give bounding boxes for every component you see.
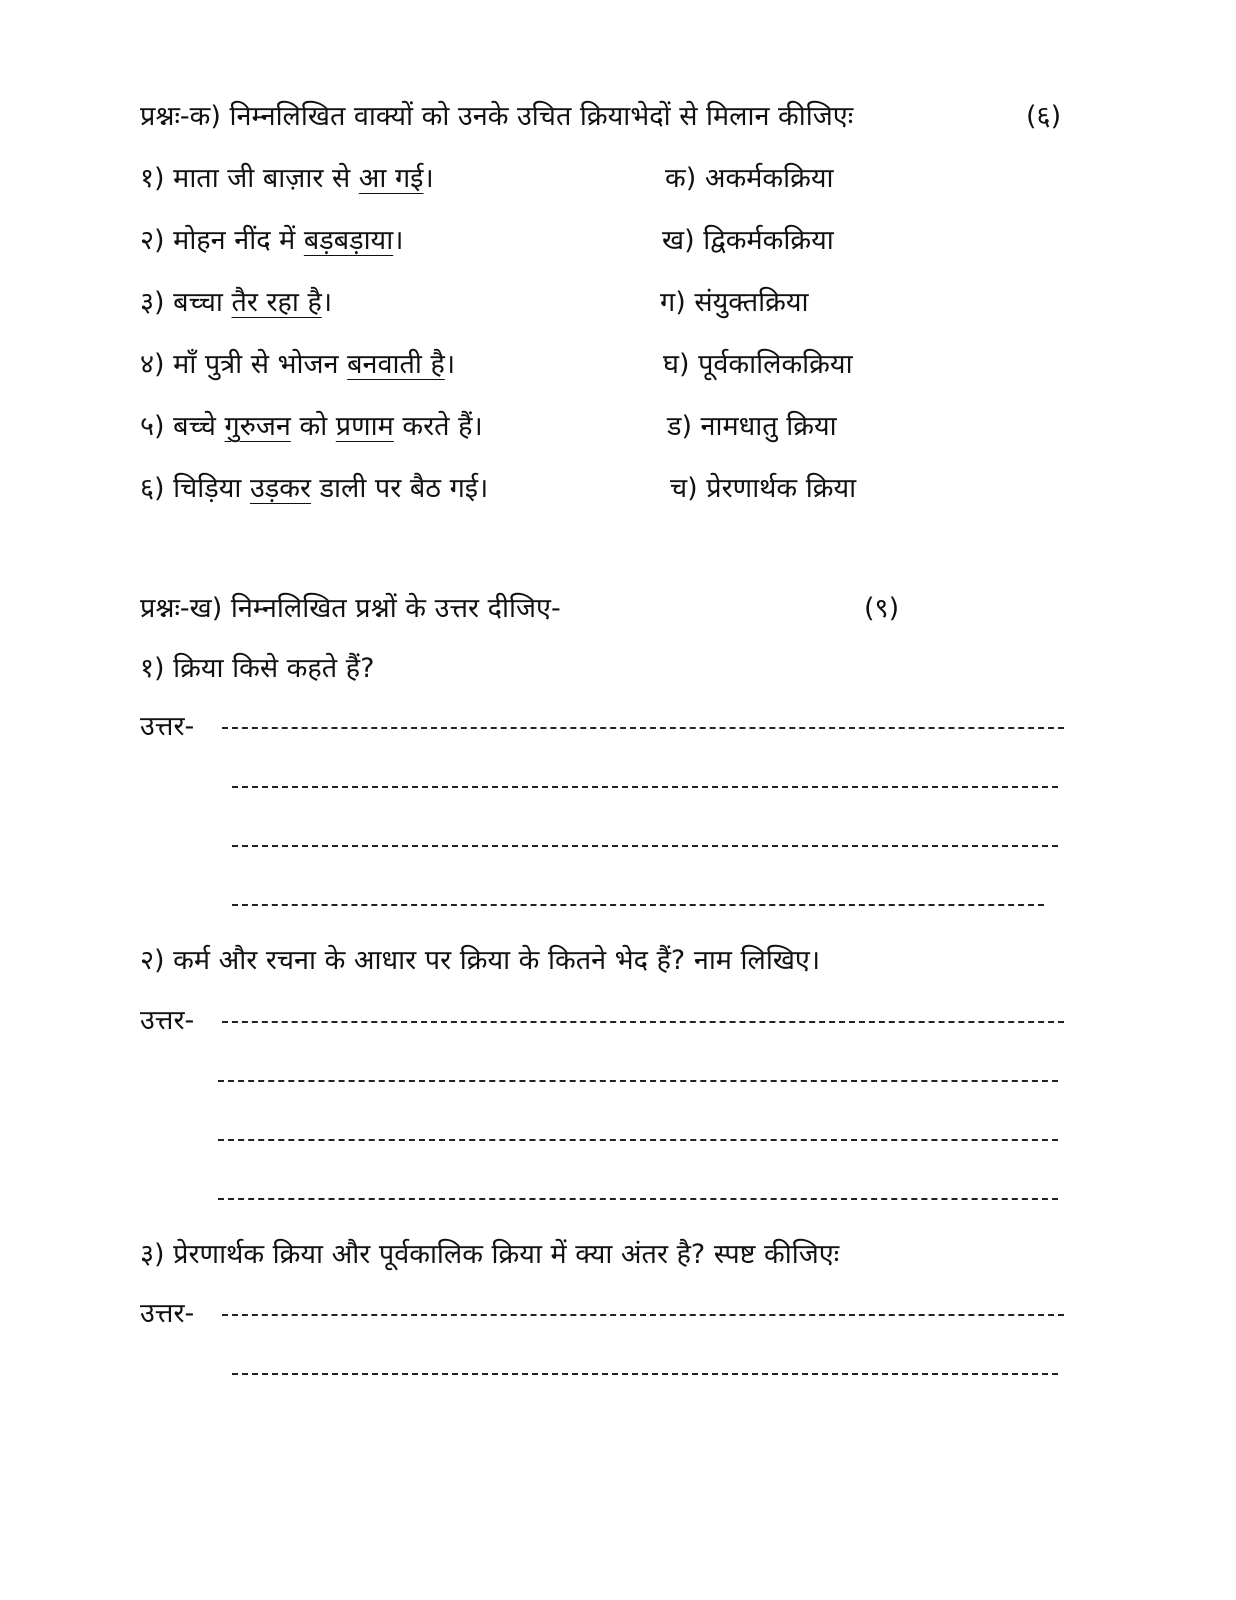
sentence-4 <box>140 348 455 382</box>
option-da: ड) नामधातु क्रिया <box>667 411 837 442</box>
sentence-number: ३) <box>140 287 165 318</box>
underlined-word: गुरुजन <box>224 411 291 442</box>
underlined-verb: उड़कर <box>249 473 312 504</box>
answer-line[interactable] <box>232 845 1058 847</box>
option-gha: घ) पूर्वकालिकक्रिया <box>663 349 853 380</box>
sentence-text: चिड़िया <box>173 473 250 504</box>
sentence-text: मोहन नींद में <box>173 225 304 256</box>
answer-line[interactable] <box>218 1198 1058 1200</box>
sentence-text-end: करते हैं। <box>393 411 483 442</box>
section-a-marks: (६) <box>1026 101 1062 132</box>
answer-line[interactable] <box>232 904 1044 906</box>
question-2: २) कर्म और रचना के आधार पर क्रिया के कितने भेद हैं? नाम लिखिए। <box>140 945 821 976</box>
answer-label-1: उत्तर- <box>140 711 195 742</box>
sentence-text-end: । <box>423 163 434 194</box>
sentence-number: १) <box>140 163 165 194</box>
section-b-heading: प्रश्नः-ख) निम्नलिखित प्रश्नों के उत्तर दीजिए- <box>140 593 561 624</box>
sentence-text: माता जी बाज़ार से <box>173 163 359 194</box>
sentence-6 <box>140 472 488 506</box>
question-1: १) क्रिया किसे कहते हैं? <box>140 653 375 684</box>
sentence-3 <box>140 286 332 320</box>
section-b-marks: (९) <box>864 593 900 624</box>
sentence-2 <box>140 224 403 258</box>
underlined-verb: बनवाती है <box>347 349 445 380</box>
answer-line[interactable] <box>222 1314 1064 1316</box>
sentence-text-mid: को <box>290 411 336 442</box>
sentence-text: माँ पुत्री से भोजन <box>173 349 348 380</box>
option-ka: क) अकर्मकक्रिया <box>665 163 834 194</box>
sentence-number: ४) <box>140 349 165 380</box>
question-3: ३) प्रेरणार्थक क्रिया और पूर्वकालिक क्रिया में क्या अंतर है? स्पष्ट कीजिएः <box>140 1239 840 1270</box>
underlined-word: प्रणाम <box>335 411 394 442</box>
sentence-text-end: डाली पर बैठ गई। <box>311 473 489 504</box>
answer-line[interactable] <box>218 1139 1058 1141</box>
answer-line[interactable] <box>232 786 1058 788</box>
sentence-1 <box>140 162 434 196</box>
sentence-text: बच्चे <box>173 411 225 442</box>
option-cha: च) प्रेरणार्थक क्रिया <box>670 473 857 504</box>
sentence-text: बच्चा <box>173 287 232 318</box>
sentence-text-end: । <box>444 349 456 380</box>
sentence-number: २) <box>140 225 165 256</box>
sentence-number: ६) <box>140 473 165 504</box>
answer-label-2: उत्तर- <box>140 1005 195 1036</box>
sentence-text-end: । <box>321 287 333 318</box>
answer-line[interactable] <box>222 727 1064 729</box>
option-ga: ग) संयुक्तक्रिया <box>660 287 809 318</box>
option-kha: ख) द्विकर्मकक्रिया <box>662 225 834 256</box>
sentence-5 <box>140 410 483 444</box>
sentence-text-end: । <box>393 225 404 256</box>
underlined-verb: आ गई <box>358 163 424 194</box>
section-a-heading: प्रश्नः-क) निम्नलिखित वाक्यों को उनके उचित क्रियाभेदों से मिलान कीजिएः <box>140 101 854 132</box>
answer-line[interactable] <box>218 1080 1058 1082</box>
underlined-verb: तैर रहा है <box>231 287 322 318</box>
answer-line[interactable] <box>222 1021 1064 1023</box>
sentence-number: ५) <box>140 411 165 442</box>
answer-line[interactable] <box>232 1373 1058 1375</box>
answer-label-3: उत्तर- <box>140 1298 195 1329</box>
underlined-verb: बड़बड़ाया <box>303 225 394 256</box>
